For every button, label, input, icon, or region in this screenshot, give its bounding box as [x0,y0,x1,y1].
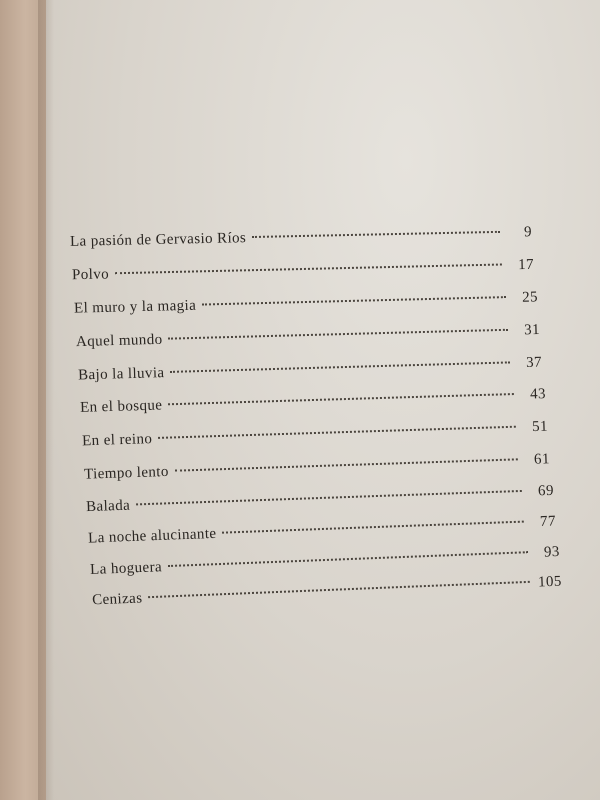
dot-leader [252,231,500,238]
toc-entry-page: 17 [517,256,535,274]
dot-leader [168,393,514,405]
toc-entry [92,574,562,610]
toc-entry-title: Tiempo lento [83,463,170,483]
toc-entry-page: 69 [537,482,555,500]
toc-entry [82,419,548,451]
toc-entry [90,544,560,579]
toc-entry-title: La hoguera [89,559,163,579]
toc-entry [78,355,542,385]
toc-entry-page: 37 [525,354,543,371]
toc-entry-title: Bajo la lluvia [77,365,165,384]
toc-entry [80,386,546,417]
dot-leader [168,551,528,567]
toc-entry-page: 93 [543,543,561,561]
toc-entry [88,513,556,547]
dot-leader [170,361,510,372]
toc-entry [76,322,540,351]
toc-entry-title: Aquel mundo [75,331,163,351]
toc-entry-page: 77 [539,513,557,530]
toc-entry [84,451,550,483]
dot-leader [202,296,506,305]
toc-entry-page: 61 [533,451,551,468]
dot-leader [168,329,507,340]
toc-entry-title: El muro y la magia [73,297,197,317]
toc-entry-page: 105 [537,573,563,591]
dot-leader [136,490,522,505]
dot-leader [158,426,516,439]
toc-entry-page: 31 [523,321,541,339]
toc-entry-title: La noche alucinante [87,525,217,547]
dot-leader [148,581,529,598]
toc-entry-title: La pasión de Gervasio Ríos [69,230,247,250]
toc-entry-title: En el bosque [79,397,163,416]
dot-leader [175,458,518,471]
toc-entry [74,289,538,317]
toc-entry-title: En el reino [81,431,153,450]
toc-entry-page: 43 [529,386,547,403]
toc-entry-page: 9 [523,224,533,241]
dot-leader [115,263,502,274]
toc-entry-page: 51 [531,418,549,436]
toc-entry-title: Cenizas [91,590,143,609]
dot-leader [222,521,523,534]
toc-entry-title: Balada [85,497,131,516]
toc-entry-title: Polvo [71,266,110,284]
toc-entry [72,257,534,284]
toc-entry [70,224,532,251]
toc-entry-page: 25 [521,289,539,306]
toc-entry [86,483,554,516]
